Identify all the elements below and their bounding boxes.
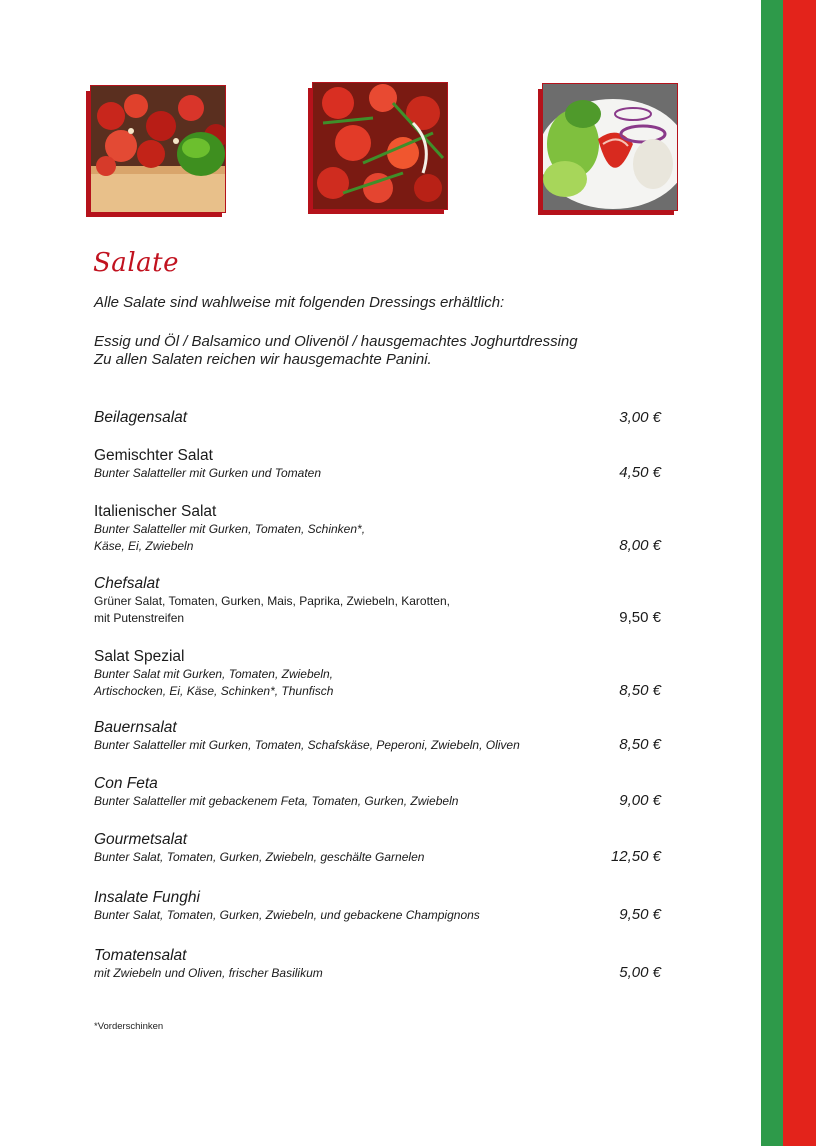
item-description: Bunter Salat, Tomaten, Gurken, Zwiebeln, geschälte Garnelen — [94, 850, 425, 864]
panini-note: Zu allen Salaten reichen wir hausgemachte Panini. — [94, 351, 432, 368]
menu-item — [94, 409, 661, 427]
item-price: 9,00 € — [619, 792, 661, 809]
red-stripe — [783, 0, 816, 1146]
green-salad-image — [543, 84, 677, 210]
item-description: mit Zwiebeln und Oliven, frischer Basilikum — [94, 966, 323, 980]
tomato-salad-photo — [312, 82, 448, 208]
item-name: Bauernsalat — [94, 719, 177, 736]
item-price: 9,50 € — [619, 906, 661, 923]
item-name: Tomatensalat — [94, 947, 187, 964]
item-name: Con Feta — [94, 775, 158, 792]
item-price: 9,50 € — [619, 609, 661, 626]
dressing-options: Essig und Öl / Balsamico und Olivenöl / hausgemachtes Joghurtdressing — [94, 333, 578, 350]
menu-item — [94, 831, 661, 866]
menu-item — [94, 889, 661, 924]
menu-item — [94, 447, 661, 482]
item-name: Salat Spezial — [94, 648, 185, 665]
bruschetta-photo — [90, 85, 226, 211]
item-price: 12,50 € — [610, 848, 661, 865]
item-description: Bunter Salatteller mit Gurken und Tomaten — [94, 466, 322, 480]
item-name: Italienischer Salat — [94, 503, 217, 520]
bruschetta-image — [91, 86, 225, 212]
menu-item — [94, 719, 661, 754]
footnote: *Vorderschinken — [94, 1021, 164, 1032]
item-name: Gourmetsalat — [94, 831, 188, 848]
green-stripe — [761, 0, 783, 1146]
tomato-salad-image — [313, 83, 447, 209]
item-price: 4,50 € — [619, 464, 661, 481]
menu-item — [94, 503, 661, 555]
item-description: Bunter Salatteller mit gebackenem Feta, Tomaten, Gurken, Zwiebeln — [94, 794, 459, 808]
menu-item — [94, 575, 661, 627]
item-price: 8,50 € — [619, 682, 661, 699]
item-description: Bunter Salat mit Gurken, Tomaten, Zwiebeln, Artischocken, Ei, Käse, Schinken*, Thunfisch — [94, 667, 334, 698]
item-description: Bunter Salat, Tomaten, Gurken, Zwiebeln, und gebackene Champignons — [94, 908, 480, 922]
item-description: Bunter Salatteller mit Gurken, Tomaten, Schinken*, Käse, Ei, Zwiebeln — [94, 522, 366, 553]
dressing-intro: Alle Salate sind wahlweise mit folgenden Dressings erhältlich: — [94, 294, 505, 311]
menu-item — [94, 947, 661, 982]
item-name: Gemischter Salat — [94, 447, 213, 464]
photo-frame — [90, 85, 226, 213]
page-title: Salate — [93, 248, 179, 278]
menu-item — [94, 648, 661, 700]
photo-frame — [312, 82, 448, 210]
menu-item — [94, 775, 661, 810]
item-name: Chefsalat — [94, 575, 160, 592]
item-name: Insalate Funghi — [94, 889, 200, 906]
green-salad-photo — [542, 83, 678, 209]
item-description: Bunter Salatteller mit Gurken, Tomaten, Schafskäse, Peperoni, Zwiebeln, Oliven — [94, 738, 520, 752]
photo-frame — [542, 83, 678, 211]
item-price: 3,00 € — [619, 409, 661, 426]
item-description: Grüner Salat, Tomaten, Gurken, Mais, Paprika, Zwiebeln, Karotten, mit Putenstreifen — [94, 594, 450, 625]
item-price: 8,50 € — [619, 736, 661, 753]
item-price: 8,00 € — [619, 537, 661, 554]
item-price: 5,00 € — [619, 964, 661, 981]
item-name: Beilagensalat — [94, 409, 188, 426]
